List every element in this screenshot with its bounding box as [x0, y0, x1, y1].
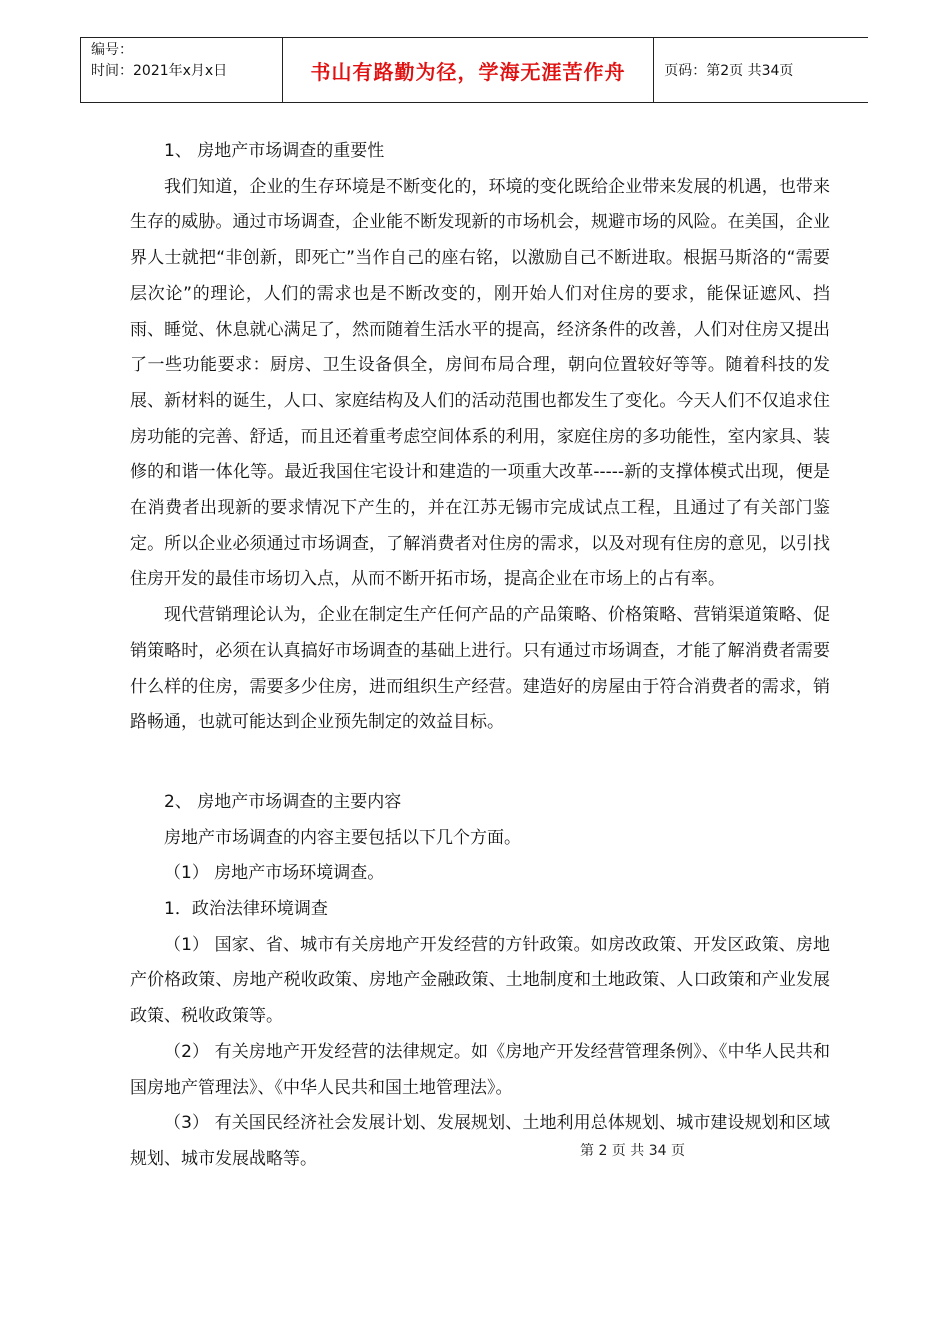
subheading: 1．政治法律环境调查 — [164, 899, 328, 920]
document-body — [130, 134, 830, 1178]
subheading: （1） 房地产市场环境调查。 — [164, 863, 385, 884]
section-heading-2: 2、 房地产市场调查的主要内容 — [164, 791, 402, 812]
list-item: （1） 国家、省、城市有关房地产开发经营的方针政策。如房改政策、开发区政策、房地产价格政策、房地产税收政策、房地产金融政策、土地制度和土地政策、人口政策和产业发展政策、税收政策等。 — [130, 934, 830, 1027]
header-page-info: 页码：第2页 共34页 — [664, 63, 794, 79]
page-number: 第 2 页 共 34 页 — [580, 1143, 685, 1159]
paragraph: 我们知道，企业的生存环境是不断变化的，环境的变化既给企业带来发展的机遇，也带来生存的威胁。通过市场调查，企业能不断发现新的市场机会，规避市场的风险。在美国，企业界人士就把“非创新，即死亡”当作自己的座右铭，以激励自己不断进取。根据马斯洛的“需要层次论”的理论，人们的需求也是不断改变的，刚开始人们对住房的要求，能保证遮风、挡雨、睡觉、休息就心满足了，然而随着生活水平的提高，经济条件的改善，人们对住房又提出了一些功能要求：厨房、卫生设备俱全，房间布局合理，朝向位置较好等等。随着科技的发展、新材料的诞生，人口、家庭结构及人们的活动范围也都发生了变化。今天人们不仅追求住房功能的完善、舒适，而且还着重考虑空间体系的利用，家庭住房的多功能性，室内家具、装修的和谐一体化等。最近我国住宅设计和建造的一项重大改革-----新的支撑体模式出现，便是在消费者出现新的要求情况下产生的，并在江苏无锡市完成试点工程，且通过了有关部门鉴定。所以企业必须通过市场调查，了解消费者对住房的需求，以及对现有住房的意见，以引找住房开发的最佳市场切入点，从而不断开拓市场，提高企业在市场上的占有率。 — [130, 176, 830, 590]
list-item: （2） 有关房地产开发经营的法律规定。如《房地产开发经营管理条例》、《中华人民共和国房地产管理法》、《中华人民共和国土地管理法》。 — [130, 1041, 830, 1098]
header-motto: 书山有路勤为径，学海无涯苦作舟 — [283, 38, 655, 102]
paragraph: 房地产市场调查的内容主要包括以下几个方面。 — [164, 827, 521, 848]
date-label: 时间：2021年x月x日 — [91, 63, 228, 79]
section-heading-1: 1、 房地产市场调查的重要性 — [164, 141, 385, 161]
header-meta — [81, 38, 283, 102]
number-label: 编号： — [91, 42, 133, 58]
list-item: （3） 有关国民经济社会发展计划、发展规划、土地利用总体规划、城市建设规划和区域规划、城市发展战略等。 — [130, 1113, 830, 1169]
page-header — [80, 37, 868, 103]
spacer — [130, 741, 830, 785]
paragraph: 现代营销理论认为，企业在制定生产任何产品的产品策略、价格策略、营销渠道策略、促销策略时，必须在认真搞好市场调查的基础上进行。只有通过市场调查，才能了解消费者需要什么样的住房，需要多少住房，进而组织生产经营。建造好的房屋由于符合消费者的需求，销路畅通，也就可能达到企业预先制定的效益目标。 — [130, 605, 830, 733]
